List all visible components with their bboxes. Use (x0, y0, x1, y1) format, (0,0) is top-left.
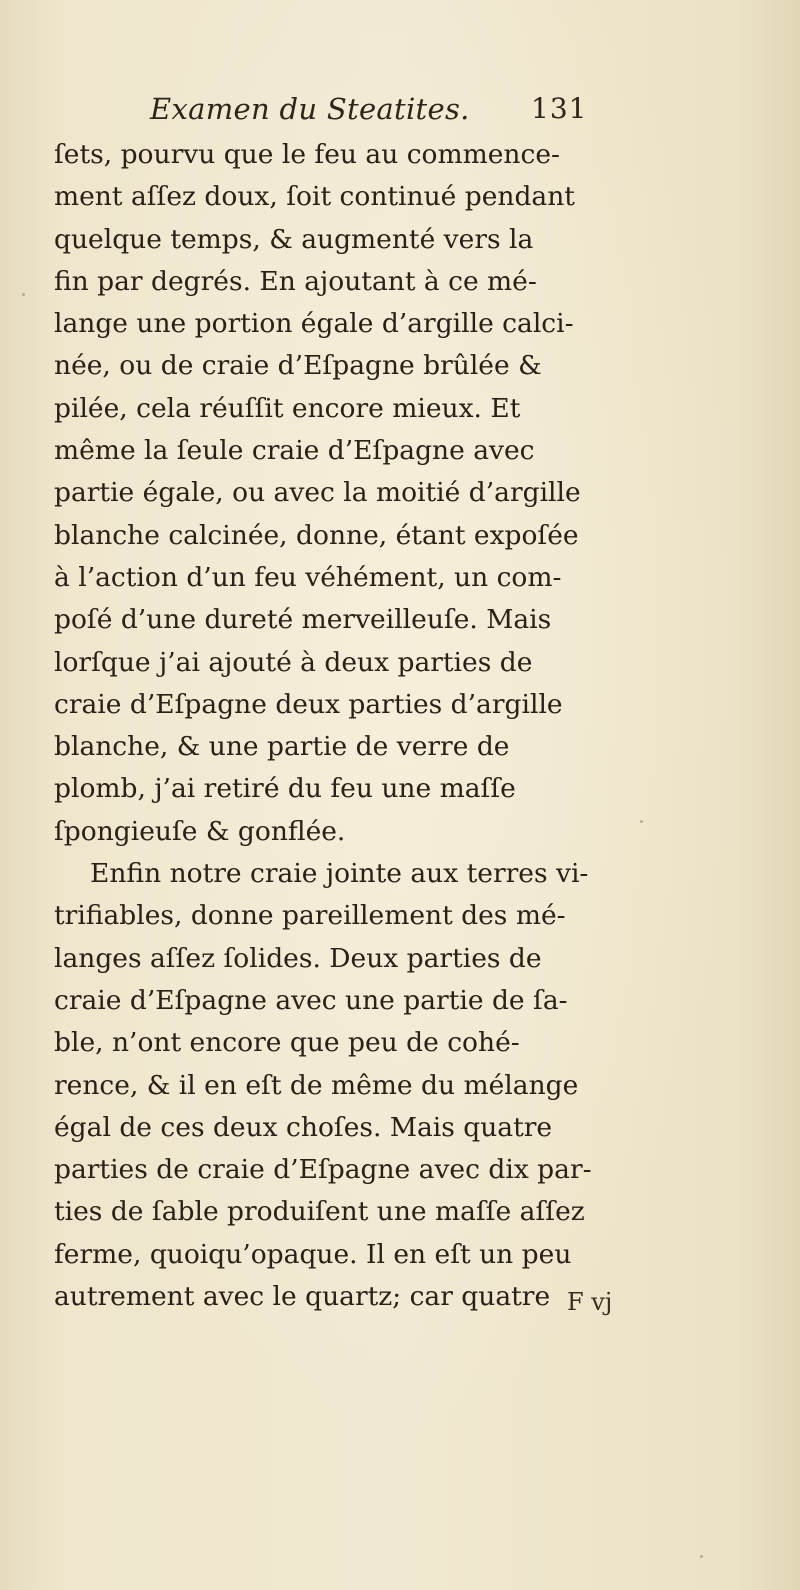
text-line: ble, n’ont encore que peu de cohé- (54, 1027, 520, 1059)
text-line: craie d’Eſpagne avec une partie de ſa- (54, 984, 568, 1016)
text-line: partie égale, ou avec la moitié d’argille (54, 477, 581, 509)
text-line: ties de ſable produiſent une maſſe aſſez (54, 1196, 585, 1228)
text-line: autrement avec le quartz; car quatre (54, 1281, 551, 1313)
text-line: blanche calcinée, donne, étant expoſée (54, 519, 579, 551)
signature-mark: F vj (567, 1288, 613, 1316)
text-line: quelque temps, & augmenté vers la (54, 223, 534, 255)
text-line: ferme, quoiqu’opaque. Il en eſt un peu (54, 1238, 572, 1270)
text-line: ſets, pourvu que le feu au commence- (54, 139, 560, 170)
text-line: fin par degrés. En ajoutant à ce mé- (54, 265, 537, 297)
text-line: même la ſeule craie d’Eſpagne avec (54, 435, 535, 467)
text-line: langes aſſez ſolides. Deux parties de (54, 942, 542, 974)
text-line: égal de ces deux choſes. Mais quatre (54, 1111, 553, 1143)
text-line: ment aſſez doux, ſoit continué pendant (54, 181, 575, 213)
body-text (54, 134, 654, 1318)
paper-blemish (700, 1555, 703, 1558)
text-line: pilée, cela réuſſit encore mieux. Et (54, 392, 521, 424)
page-header (0, 92, 800, 132)
text-line: rence, & il en eſt de même du mélange (54, 1069, 579, 1101)
text-line: à l’action d’un feu véhément, un com- (54, 561, 562, 593)
paper-blemish (640, 820, 643, 823)
text-line: parties de craie d’Eſpagne avec dix par- (54, 1154, 592, 1186)
paper-blemish (22, 293, 25, 296)
text-line: née, ou de craie d’Eſpagne brûlée & (54, 350, 542, 382)
text-line: lange une portion égale d’argille calci- (54, 308, 574, 340)
text-line: poſé d’une dureté merveilleuſe. Mais (54, 604, 552, 636)
text-line: blanche, & une partie de verre de (54, 731, 510, 763)
text-line: lorſque j’ai ajouté à deux parties de (54, 646, 533, 678)
paper-blemish (96, 1206, 99, 1209)
text-line-paragraph-start: Enfin notre craie jointe aux terres vi- (90, 858, 589, 890)
running-head: Examen du Steatites. (150, 92, 470, 126)
page-number: 131 (531, 92, 588, 125)
text-line: craie d’Eſpagne deux parties d’argille (54, 688, 563, 720)
text-line: plomb, j’ai retiré du feu une maſſe (54, 773, 516, 805)
text-line: trifiables, donne pareillement des mé- (54, 900, 566, 932)
text-line: ſpongieuſe & gonflée. (54, 815, 346, 847)
